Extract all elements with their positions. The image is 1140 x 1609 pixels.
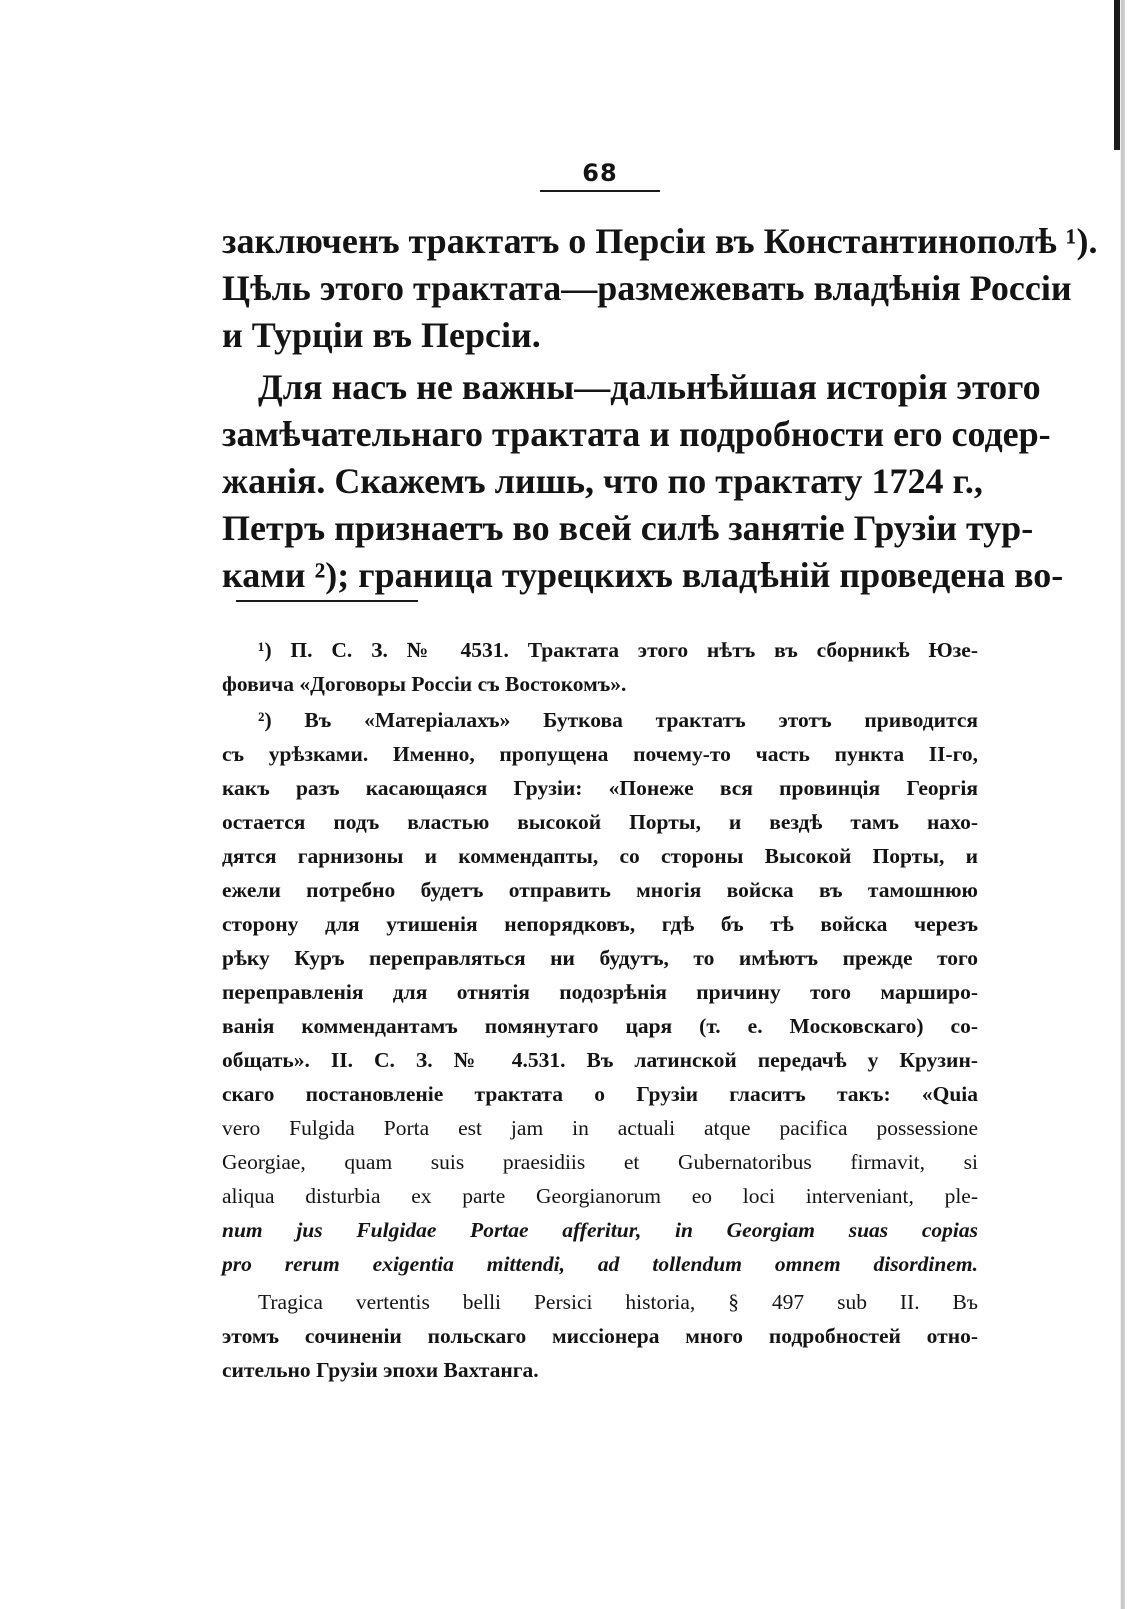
footnote-separator: [236, 600, 418, 602]
footnote-line: aliqua disturbia ex parte Georgianorum eo loci interveniant, ple-: [222, 1184, 978, 1208]
footnote-line: общать». II. С. З. № 4.531. Въ латинской передачѣ у Крузин-: [222, 1048, 978, 1072]
footnote-line: сительно Грузіи эпохи Вахтанга.: [222, 1358, 539, 1382]
footnote-line: переправленія для отнятія подозрѣнія причину того марширо-: [222, 980, 978, 1004]
footnote-line: ежели потребно будетъ отправить многія войска въ тамошнюю: [222, 878, 978, 902]
main-text-line: замѣчательнаго трактата и подробности его содер-: [222, 414, 1051, 454]
main-text-line: Петръ признаетъ во всей силѣ занятіе Грузіи тур-: [222, 508, 1034, 548]
footnote-line-italic: num jus Fulgidae Portae afferitur, in Georgiam suas copias: [222, 1218, 978, 1242]
footnote-line: ванія коммендантамъ помянутаго царя (т. е. Московскаго) со-: [222, 1014, 978, 1038]
footnote-line: ²) Въ «Матеріалахъ» Буткова трактатъ этотъ приводится: [258, 708, 978, 732]
footnote-line: ¹) П. С. З. № 4531. Трактата этого нѣтъ въ сборникѣ Юзе-: [258, 638, 978, 662]
main-text-line: жанія. Скажемъ лишь, что по трактату 1724 г.,: [222, 461, 983, 501]
footnote-line: остается подъ властью высокой Порты, и вездѣ тамъ нахо-: [222, 810, 978, 834]
footnote-line-italic: pro rerum exigentia mittendi, ad tollendum omnem disordinem.: [222, 1252, 978, 1276]
footnote-line: сторону для утишенія непорядковъ, гдѣ бъ тѣ войска черезъ: [222, 912, 978, 936]
footnote-line: этомъ сочиненіи польскаго миссіонера много подробностей отно-: [222, 1324, 978, 1348]
footnote-line: фовича «Договоры Россіи съ Востокомъ».: [222, 672, 627, 696]
footnote-line: Tragica vertentis belli Persici historia, § 497 sub II. Въ: [258, 1290, 978, 1314]
page-number: 68: [582, 159, 618, 187]
footnote-line: Georgiae, quam suis praesidiis et Gubernatoribus firmavit, si: [222, 1150, 978, 1174]
footnote-line: какъ разъ касающаяся Грузіи: «Понеже вся провинція Георгія: [222, 776, 978, 800]
footnote-line: съ урѣзками. Именно, пропущена почему-то часть пункта II-го,: [222, 742, 978, 766]
footnote-line: скаго постановленіе трактата о Грузіи гласитъ такъ: «Quia: [222, 1082, 978, 1106]
page-edge: [1120, 0, 1125, 1609]
footnote-line: дятся гарнизоны и коммендапты, со стороны Высокой Порты, и: [222, 844, 978, 868]
main-text-line: Для насъ не важны—дальнѣйшая исторія этого: [258, 367, 1041, 407]
footnote-line: vero Fulgida Porta est jam in actuali atque pacifica possessione: [222, 1116, 978, 1140]
main-text-line: Цѣль этого трактата—размежевать владѣнія Россіи: [222, 268, 1072, 308]
main-text-line: ками ²); граница турецкихъ владѣній проведена во-: [222, 555, 1064, 595]
main-text-line: и Турціи въ Персіи.: [222, 315, 541, 355]
page-number-rule: [540, 190, 660, 192]
footnote-line: рѣку Куръ переправляться ни будутъ, то имѣютъ прежде того: [222, 946, 978, 970]
main-text-line: заключенъ трактатъ о Персіи въ Константинополѣ ¹).: [222, 221, 1098, 261]
